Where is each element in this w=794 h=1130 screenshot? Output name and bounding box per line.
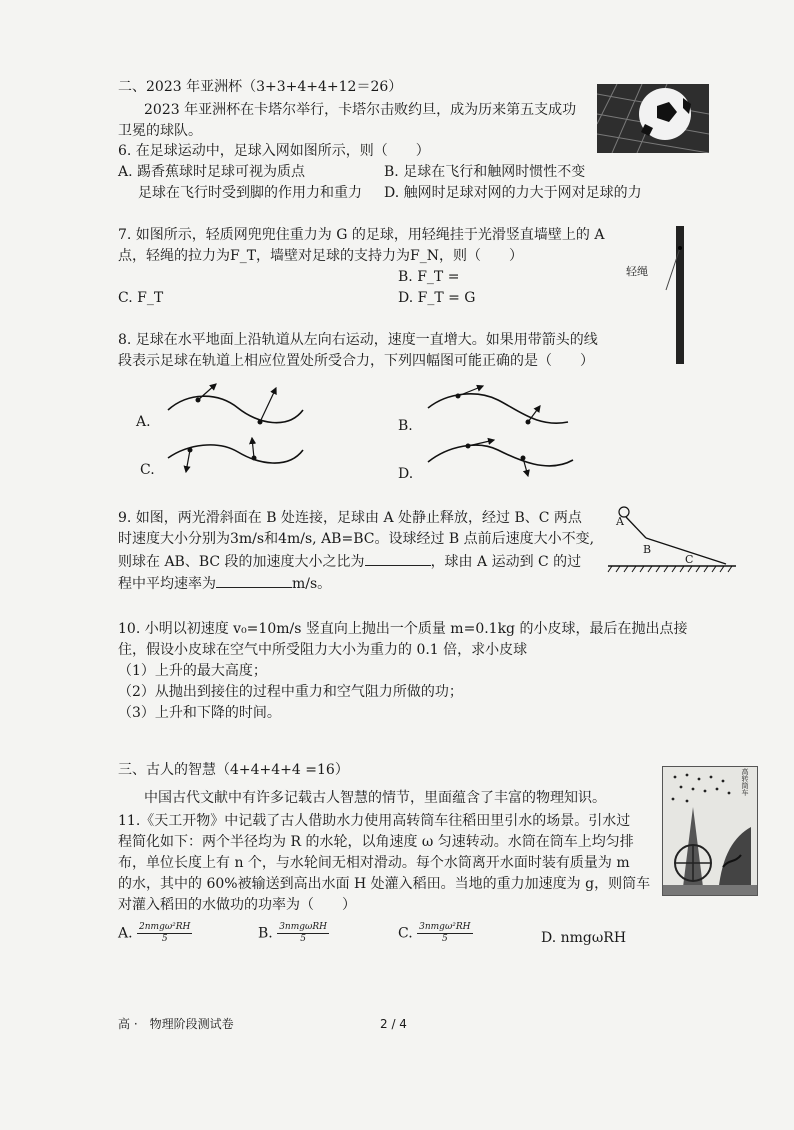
q7-option-b[interactable]: B. F_T = [398, 269, 460, 285]
question-6-stem: 6. 在足球运动中，足球入网如图所示，则（ ） [118, 143, 430, 159]
question-9-line: 时速度大小分别为3m/s和4m/s, AB=BC。设球经过 B 点前后速度大小不变, [118, 531, 595, 547]
q11-option-b[interactable] [258, 922, 329, 945]
page-number: 2 / 4 [380, 1017, 407, 1031]
q9-line3-part1: 则球在 AB、BC 段的加速度大小之比为 [118, 554, 365, 570]
section-title: 二、2023 年亚洲杯（3+3+4+4+12＝26） [118, 79, 403, 95]
q10-subquestion: （1）上升的最大高度； [118, 663, 267, 679]
section-intro-line: 卫冕的球队。 [118, 123, 202, 139]
fraction-numerator: 3nmgωRH [279, 922, 327, 932]
q11-option-a-label: A. [118, 925, 133, 942]
q8-option-d[interactable]: D. [398, 466, 414, 482]
fig-label-a: A [616, 515, 624, 528]
q11-option-c[interactable] [398, 922, 473, 945]
q7-option-c[interactable]: C. F_T [118, 290, 164, 306]
q8-figures [118, 378, 598, 488]
question-9-line: 9. 如图，两光滑斜面在 B 处连接，足球由 A 处静止释放，经过 B、C 两点 [118, 510, 582, 526]
q8-option-a[interactable]: A. [136, 414, 151, 430]
q6-option-a[interactable]: A. 踢香蕉球时足球可视为质点 [118, 164, 306, 180]
q11-option-c-label: C. [398, 925, 413, 942]
q6-option-d[interactable]: D. 触网时足球对网的力大于网对足球的力 [384, 185, 642, 201]
fig-label-c: C [685, 553, 694, 566]
q9-line4-part2: m/s。 [292, 576, 332, 592]
question-11-line: 程简化如下：两个半径均为 R 的水轮，以角速度 ω 匀速转动。水筒在筒车上均匀排 [118, 834, 634, 850]
question-10-line: 10. 小明以初速度 v₀=10m/s 竖直向上抛出一个质量 m=0.1kg 的小皮球，最后在抛出点接 [118, 621, 688, 637]
wall-rope-figure [618, 218, 698, 368]
q8-option-b[interactable]: B. [398, 418, 413, 434]
question-11-line: 对灌入稻田的水做功的功率为（ ） [118, 897, 356, 913]
question-10-line: 住，假设小皮球在空气中所受阻力大小为重力的 0.1 倍，求小皮球 [118, 642, 528, 658]
incline-figure [606, 500, 738, 580]
question-8-line: 段表示足球在轨道上相应位置处所受合力，下列四幅图可能正确的是（ ） [118, 353, 594, 369]
section-intro-line: 2023 年亚洲杯在卡塔尔举行，卡塔尔击败约旦，成为历来第五支成功 [144, 102, 577, 118]
fraction-denominator: 5 [161, 934, 168, 944]
q8-option-c[interactable]: C. [140, 462, 155, 478]
question-11-line: 布，单位长度上有 n 个，与水轮间无相对滑动。每个水筒离开水面时装有质量为 m [118, 855, 630, 871]
fraction-numerator: 3nmgω²RH [419, 922, 471, 932]
fraction-denominator: 5 [441, 934, 448, 944]
q11-option-d[interactable]: D. nmgωRH [541, 930, 627, 946]
soccer-net-photo [597, 84, 709, 153]
section-title: 三、古人的智慧（4+4+4+4 =16） [118, 762, 349, 778]
q6-option-b[interactable]: B. 足球在飞行和触网时惯性不变 [384, 164, 586, 180]
q9-blank-speed[interactable] [216, 587, 292, 588]
q9-line4-part1: 程中平均速率为 [118, 576, 216, 592]
fig-label-b: B [643, 543, 652, 556]
question-11-line: 的水，其中的 60%被输送到高出水面 H 处灌入稻田。当地的重力加速度为 g，则筒车 [118, 876, 651, 892]
question-11-line: 11.《天工开物》中记载了古人借助水力使用高转筒车往稻田里引水的场景。引水过 [118, 813, 631, 829]
question-7-line: 7. 如图所示，轻质网兜兜住重力为 G 的足球，用轻绳挂于光滑竖直墙壁上的 A [118, 227, 605, 243]
question-9-line [118, 574, 331, 594]
q10-subquestion: （2）从抛出到接住的过程中重力和空气阻力所做的功； [118, 684, 463, 700]
section-intro-line: 中国古代文献中有许多记载古人智慧的情节，里面蕴含了丰富的物理知识。 [144, 790, 606, 806]
q10-subquestion: （3）上升和下降的时间。 [118, 705, 281, 721]
q9-line3-part2: ，球由 A 运动到 C 的过 [430, 554, 582, 570]
q11-option-b-fraction [277, 922, 329, 945]
q9-blank-ratio[interactable] [365, 565, 431, 566]
question-8-line: 8. 足球在水平地面上沿轨道从左向右运动，速度一直增大。如果用带箭头的线 [118, 332, 598, 348]
fraction-denominator: 5 [300, 934, 306, 944]
q7-option-d[interactable]: D. F_T = G [398, 290, 476, 306]
q11-option-b-label: B. [258, 925, 273, 942]
q11-option-c-fraction [417, 922, 472, 945]
question-7-line: 点，轻绳的拉力为F_T，墙壁对足球的支持力为F_N，则（ ） [118, 248, 524, 264]
footer-title: 高 · 物理阶段测试卷 [118, 1017, 234, 1031]
q11-option-a-fraction [137, 922, 192, 945]
q11-option-a[interactable] [118, 922, 192, 945]
illustration-caption: 高转筒车 [741, 768, 749, 796]
question-9-line [118, 552, 581, 572]
fraction-numerator: 2nmgω²RH [139, 922, 191, 932]
rope-label: 轻绳 [626, 265, 648, 278]
q6-option-c[interactable]: 足球在飞行时受到脚的作用力和重力 [138, 185, 362, 201]
